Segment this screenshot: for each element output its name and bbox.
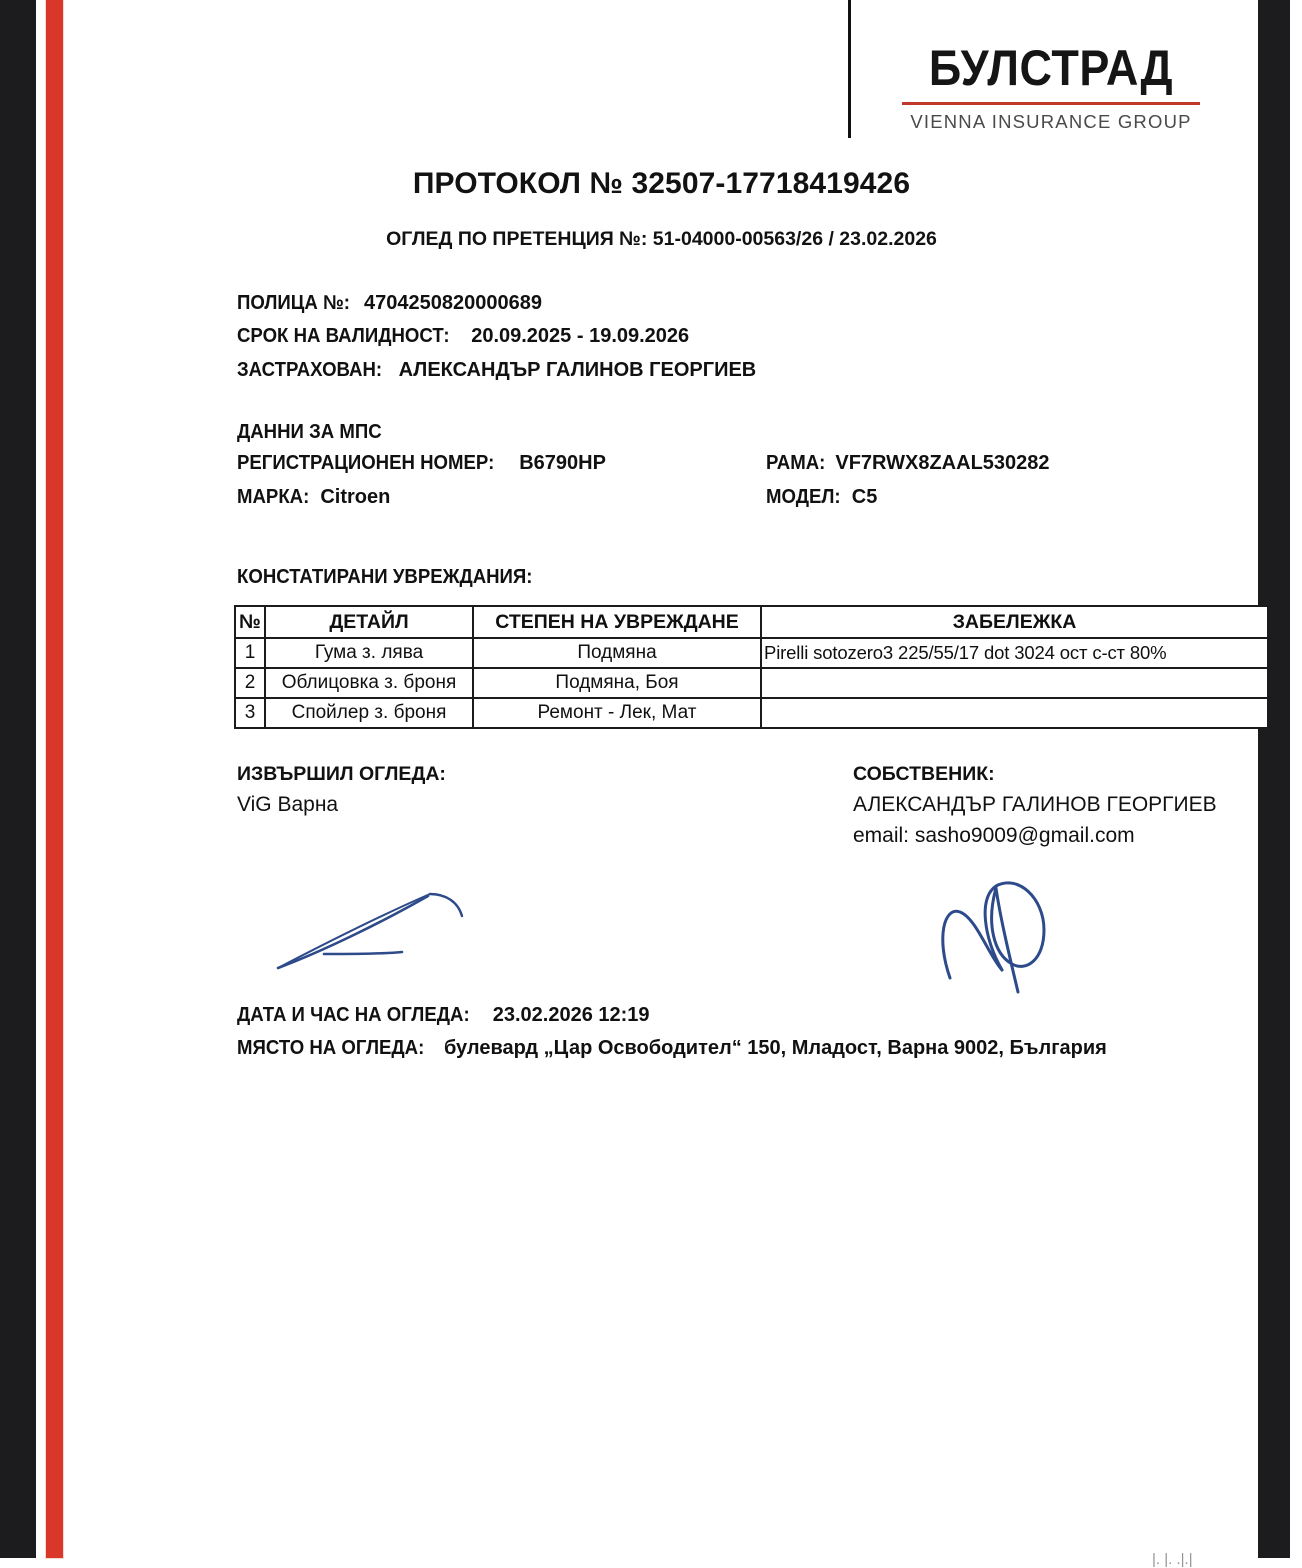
clipped-footer-artifact: |. |. .|.| xyxy=(1152,1551,1193,1568)
policy-validity-label: СРОК НА ВАЛИДНОСТ: xyxy=(237,325,450,347)
page-chrome-left-band xyxy=(0,0,36,1558)
vehicle-vin-label: РАМА: xyxy=(766,452,826,474)
inspection-place-line xyxy=(237,1037,1107,1060)
logo-subtitle: VIENNA INSURANCE GROUP xyxy=(910,111,1192,132)
page-title: ПРОТОКОЛ № 32507-17718419426 xyxy=(412,167,911,200)
vehicle-make-line xyxy=(237,486,390,509)
policy-validity-line xyxy=(237,325,689,348)
cell-part: Гума з. лява xyxy=(265,638,473,668)
vehicle-model-line xyxy=(766,486,877,509)
policy-validity-value: 20.09.2025 - 19.09.2026 xyxy=(471,325,690,347)
cell-no: 1 xyxy=(235,638,265,668)
vehicle-registration-line xyxy=(237,452,606,475)
cell-no: 2 xyxy=(235,668,265,698)
column-header-part: ДЕТАЙЛ xyxy=(265,606,473,638)
bulstrad-logo xyxy=(902,39,1200,133)
owner-name: АЛЕКСАНДЪР ГАЛИНОВ ГЕОРГИЕВ xyxy=(853,793,1217,816)
cell-degree: Подмяна, Боя xyxy=(473,668,761,698)
damages-section-title: КОНСТАТИРАНИ УВРЕЖДАНИЯ: xyxy=(237,566,533,588)
cell-part: Спойлер з. броня xyxy=(265,698,473,728)
cell-part: Облицовка з. броня xyxy=(265,668,473,698)
owner-email: email: sasho9009@gmail.com xyxy=(853,824,1135,847)
damages-section-heading xyxy=(237,566,555,589)
column-header-no: № xyxy=(235,606,265,638)
cell-note xyxy=(761,698,1268,728)
inspection-place-label: МЯСТО НА ОГЛЕДА: xyxy=(237,1037,425,1059)
cell-note: Pirelli sotozero3 225/55/17 dot 3024 ост с-ст 80% xyxy=(761,638,1268,668)
inspection-datetime-label: ДАТА И ЧАС НА ОГЛЕДА: xyxy=(237,1004,470,1026)
table-row xyxy=(235,668,1268,698)
policy-number-label: ПОЛИЦА №: xyxy=(237,292,350,314)
cell-degree: Ремонт - Лек, Мат xyxy=(473,698,761,728)
insured-person-line xyxy=(237,359,756,382)
policy-number-value: 4704250820000689 xyxy=(363,292,542,314)
cell-degree: Подмяна xyxy=(473,638,761,668)
logo-divider-line xyxy=(848,0,851,138)
column-header-note: ЗАБЕЛЕЖКА xyxy=(761,606,1268,638)
page-accent-red-rule xyxy=(46,0,63,1558)
table-header-row xyxy=(235,606,1268,638)
logo-underline-rule xyxy=(902,102,1200,105)
damages-table xyxy=(234,605,1269,729)
inspection-datetime-value: 23.02.2026 12:19 xyxy=(492,1004,650,1026)
vehicle-section-heading xyxy=(237,421,393,444)
insured-person-label: ЗАСТРАХОВАН: xyxy=(237,359,383,381)
vehicle-model-value: C5 xyxy=(851,486,878,508)
vehicle-vin-line xyxy=(766,452,1050,475)
vehicle-model-label: МОДЕЛ: xyxy=(766,486,841,508)
owner-heading: СОБСТВЕНИК: xyxy=(853,763,995,785)
inspector-heading: ИЗВЪРШИЛ ОГЛЕДА: xyxy=(237,763,446,785)
page-subtitle: ОГЛЕД ПО ПРЕТЕНЦИЯ №: 51-04000-00563/26 / 23.02.2026 xyxy=(386,228,937,250)
table-row xyxy=(235,638,1268,668)
column-header-degree: СТЕПЕН НА УВРЕЖДАНЕ xyxy=(473,606,761,638)
owner-signature-mark xyxy=(922,868,1092,996)
policy-number-line xyxy=(237,292,542,315)
vehicle-section-title: ДАННИ ЗА МПС xyxy=(237,421,382,443)
inspection-datetime-line xyxy=(237,1004,650,1027)
insured-person-value: АЛЕКСАНДЪР ГАЛИНОВ ГЕОРГИЕВ xyxy=(398,359,757,381)
inspector-signature-mark xyxy=(246,868,516,996)
page-chrome-right-band xyxy=(1258,0,1290,1558)
inspector-name: ViG Варна xyxy=(237,793,339,816)
cell-no: 3 xyxy=(235,698,265,728)
table-row xyxy=(235,698,1268,728)
cell-note xyxy=(761,668,1268,698)
vehicle-registration-label: РЕГИСТРАЦИОНЕН НОМЕР: xyxy=(237,452,495,474)
document-page xyxy=(64,0,1258,1568)
logo-wordmark: БУЛСТРАД xyxy=(928,39,1174,97)
inspection-place-value: булевард „Цар Освободител“ 150, Младост, Варна 9002, България xyxy=(443,1037,1107,1059)
vehicle-make-value: Citroen xyxy=(320,486,391,508)
vehicle-registration-value: B6790HP xyxy=(519,452,606,474)
vehicle-vin-value: VF7RWX8ZAAL530282 xyxy=(835,452,1050,474)
vehicle-make-label: МАРКА: xyxy=(237,486,310,508)
